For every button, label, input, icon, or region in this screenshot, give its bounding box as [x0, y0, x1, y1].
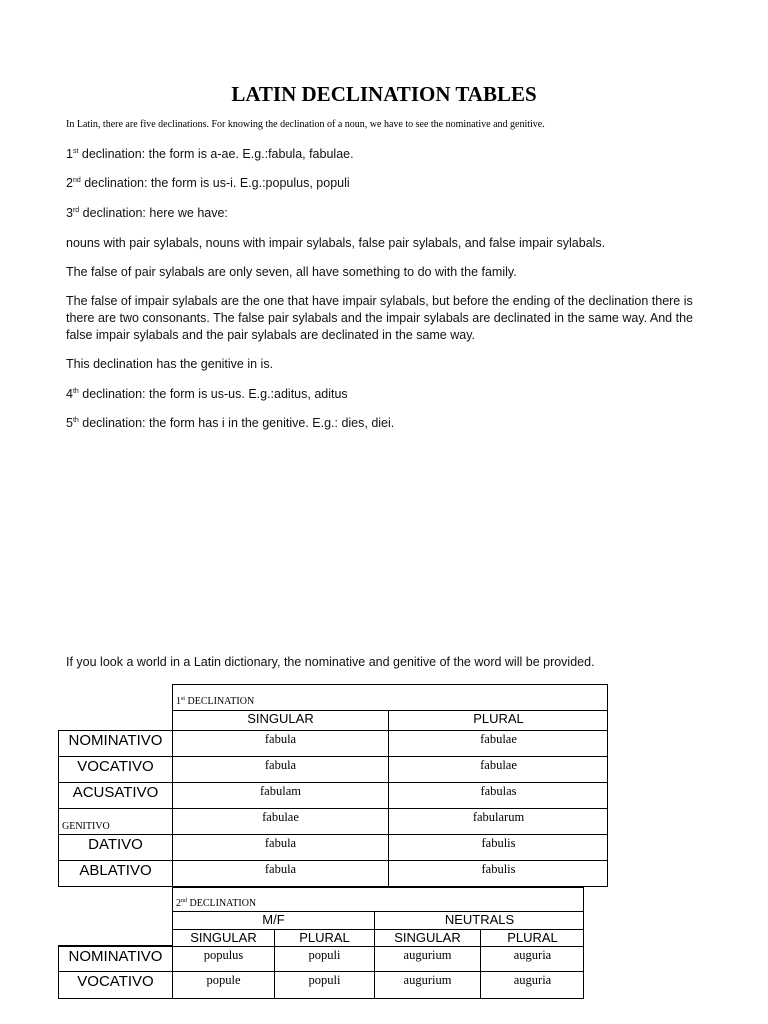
table2-cell: populi — [308, 948, 341, 962]
table2-cell: populi — [308, 973, 341, 987]
table2-cell: popule — [206, 973, 241, 987]
table1-cell: fabulam — [260, 784, 301, 798]
page-title: LATIN DECLINATION TABLES — [231, 82, 537, 106]
table2-subheader: SINGULAR — [190, 930, 257, 945]
table1-cell: fabulae — [480, 758, 517, 772]
table1-row-label: ACUSATIVO — [72, 784, 159, 801]
table1-cell: fabulae — [480, 732, 517, 746]
paragraph-first-declination: 1st declination: the form is a-ae. E.g.:fabula, fabulae. — [66, 147, 354, 161]
table1-cell: fabularum — [472, 810, 525, 824]
table2-cell: augurium — [403, 973, 452, 987]
table1-header-singular: SINGULAR — [247, 711, 314, 726]
table1-header-plural: PLURAL — [473, 711, 524, 726]
table1-cell: fabula — [264, 836, 297, 850]
table2-subheader: SINGULAR — [394, 930, 461, 945]
table2-group-neutrals: NEUTRALS — [444, 912, 515, 927]
table1-row-label: VOCATIVO — [77, 758, 154, 775]
table1-row-label: ABLATIVO — [79, 862, 152, 879]
dictionary-note: If you look a world in a Latin dictionary, the nominative and genitive of the word will be provided. — [66, 655, 595, 669]
paragraph-fourth-declination: 4th declination: the form is us-us. E.g.:aditus, aditus — [66, 387, 348, 401]
table2-cell: auguria — [513, 948, 552, 962]
table1-row-label: DATIVO — [88, 836, 143, 853]
table2-caption: 2nd DECLINATION — [176, 898, 257, 909]
table1-cell: fabulae — [262, 810, 299, 824]
table1-cell: fabula — [264, 862, 297, 876]
paragraph-third-declination: 3rd declination: here we have: — [66, 206, 228, 220]
paragraph-fifth-declination: 5th declination: the form has i in the genitive. E.g.: dies, diei. — [66, 416, 395, 430]
intro-text: In Latin, there are five declinations. For knowing the declination of a noun, we have to see the nominative and genitive. — [66, 119, 545, 130]
table1-cell: fabula — [264, 732, 297, 746]
table1-caption: 1st DECLINATION — [176, 696, 255, 707]
table1-row-label: GENITIVO — [62, 821, 110, 832]
paragraph-false-impair: The false of impair sylabals are the one that have impair sylabals, but before the ending of the declination there is there are two consonants. The false pair sylabals and the impair sylabals are declinated in the same way. And the false impair sylabals and the pair sylabals are declinated in the same way. — [66, 294, 693, 342]
table2-row-label: VOCATIVO — [77, 973, 154, 990]
table2-row-label: NOMINATIVO — [68, 948, 163, 965]
paragraph-genitive: This declination has the genitive in is. — [66, 357, 274, 371]
table1-row-label: NOMINATIVO — [68, 732, 163, 749]
paragraph-noun-types: nouns with pair sylabals, nouns with impair sylabals, false pair sylabals, and false impair sylabals. — [66, 236, 606, 250]
table2-group-mf: M/F — [262, 912, 285, 927]
table1-cell: fabulis — [481, 836, 516, 850]
table2-cell: augurium — [403, 948, 452, 962]
table1-cell: fabulis — [481, 862, 516, 876]
table1-cell: fabula — [264, 758, 297, 772]
table1-cell: fabulas — [480, 784, 517, 798]
table2-subheader: PLURAL — [299, 930, 350, 945]
table2-cell: auguria — [513, 973, 552, 987]
paragraph-second-declination: 2nd declination: the form is us-i. E.g.:populus, populi — [66, 176, 350, 190]
table2-cell: populus — [203, 948, 244, 962]
paragraph-false-pair: The false of pair sylabals are only seven, all have something to do with the family. — [66, 265, 517, 279]
table2-subheader: PLURAL — [507, 930, 558, 945]
